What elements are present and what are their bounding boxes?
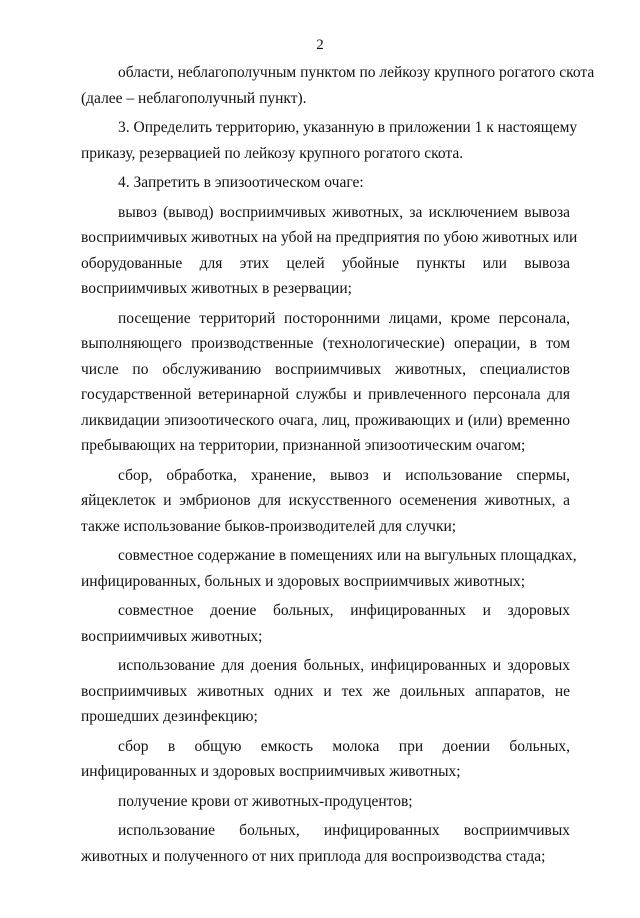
paragraph-line: посещение территорий посторонними лицами, кроме персонала, [118, 309, 570, 327]
paragraph-line: использование для доения больных, инфицированных и здоровых [118, 657, 570, 674]
paragraph-line: восприимчивых животных на убой на предприятия по убою животных или [81, 229, 578, 246]
paragraph-line: числе по обслуживанию восприимчивых животных, специалистов [81, 360, 570, 378]
page-number: 2 [316, 37, 324, 53]
paragraph-line: яйцеклеток и эмбрионов для искусственного осеменения животных, а [81, 492, 570, 509]
paragraph-line: получение крови от животных-продуцентов; [118, 792, 413, 810]
paragraph-line: приказу, резервацией по лейкозу крупного рогатого скота. [81, 144, 464, 162]
paragraph [81, 818, 570, 869]
paragraph [81, 115, 578, 166]
paragraph-line: совместное содержание в помещениях или на выгульных площадках, [118, 547, 577, 564]
paragraph-line: восприимчивых животных одних и тех же доильных аппаратов, не [81, 682, 570, 700]
paragraph-line: восприимчивых животных; [81, 627, 263, 645]
paragraph-line: сбор в общую емкость молока при доении больных, [118, 737, 570, 755]
paragraph [81, 543, 577, 594]
paragraph-line: 3. Определить территорию, указанную в приложении 1 к настоящему [118, 119, 578, 136]
document-body [81, 60, 595, 872]
paragraph-line: пребывающих на территории, признанной эпизоотическим очагом; [81, 437, 526, 454]
paragraph [81, 306, 570, 459]
paragraph-line: ликвидации эпизоотического очага, лиц, проживающих и (или) временно [81, 411, 570, 429]
paragraph-line: 4. Запретить в эпизоотическом очаге: [118, 174, 364, 191]
paragraph-line: инфицированных, больных и здоровых восприимчивых животных; [81, 572, 526, 590]
paragraph-line: области, неблагополучным пунктом по лейкозу крупного рогатого скота [118, 64, 595, 81]
paragraph-line: сбор, обработка, хранение, вывоз и использование спермы, [118, 466, 570, 484]
paragraph [81, 200, 578, 302]
paragraph [81, 653, 570, 730]
paragraph [81, 463, 570, 540]
paragraph-line: оборудованные для этих целей убойные пункты или вывоза [81, 254, 570, 272]
paragraph-line: вывоз (вывод) восприимчивых животных, за исключением вывоза [118, 203, 570, 221]
paragraph-line: использование больных, инфицированных восприимчивых [118, 822, 570, 839]
paragraph-line: также использование быков-производителей для случки; [81, 517, 457, 535]
paragraph-line: (далее – неблагополучный пункт). [81, 89, 307, 107]
paragraph-line: инфицированных и здоровых восприимчивых животных; [81, 763, 461, 780]
paragraph-line: животных и полученного от них приплода для воспроизводства стада; [81, 847, 546, 865]
paragraph-line: государственной ветеринарной службы и привлеченного персонала для [81, 386, 570, 403]
paragraph [81, 789, 570, 815]
paragraph [81, 170, 570, 196]
paragraph-line: восприимчивых животных в резервации; [81, 280, 352, 297]
paragraph [81, 598, 570, 649]
paragraph [81, 60, 595, 111]
paragraph-line: выполняющего производственные (технологические) операции, в том [81, 335, 570, 352]
paragraph-line: прошедших дезинфекцию; [81, 708, 258, 725]
paragraph-line: совместное доение больных, инфицированных и здоровых [118, 602, 570, 619]
paragraph [81, 734, 570, 785]
